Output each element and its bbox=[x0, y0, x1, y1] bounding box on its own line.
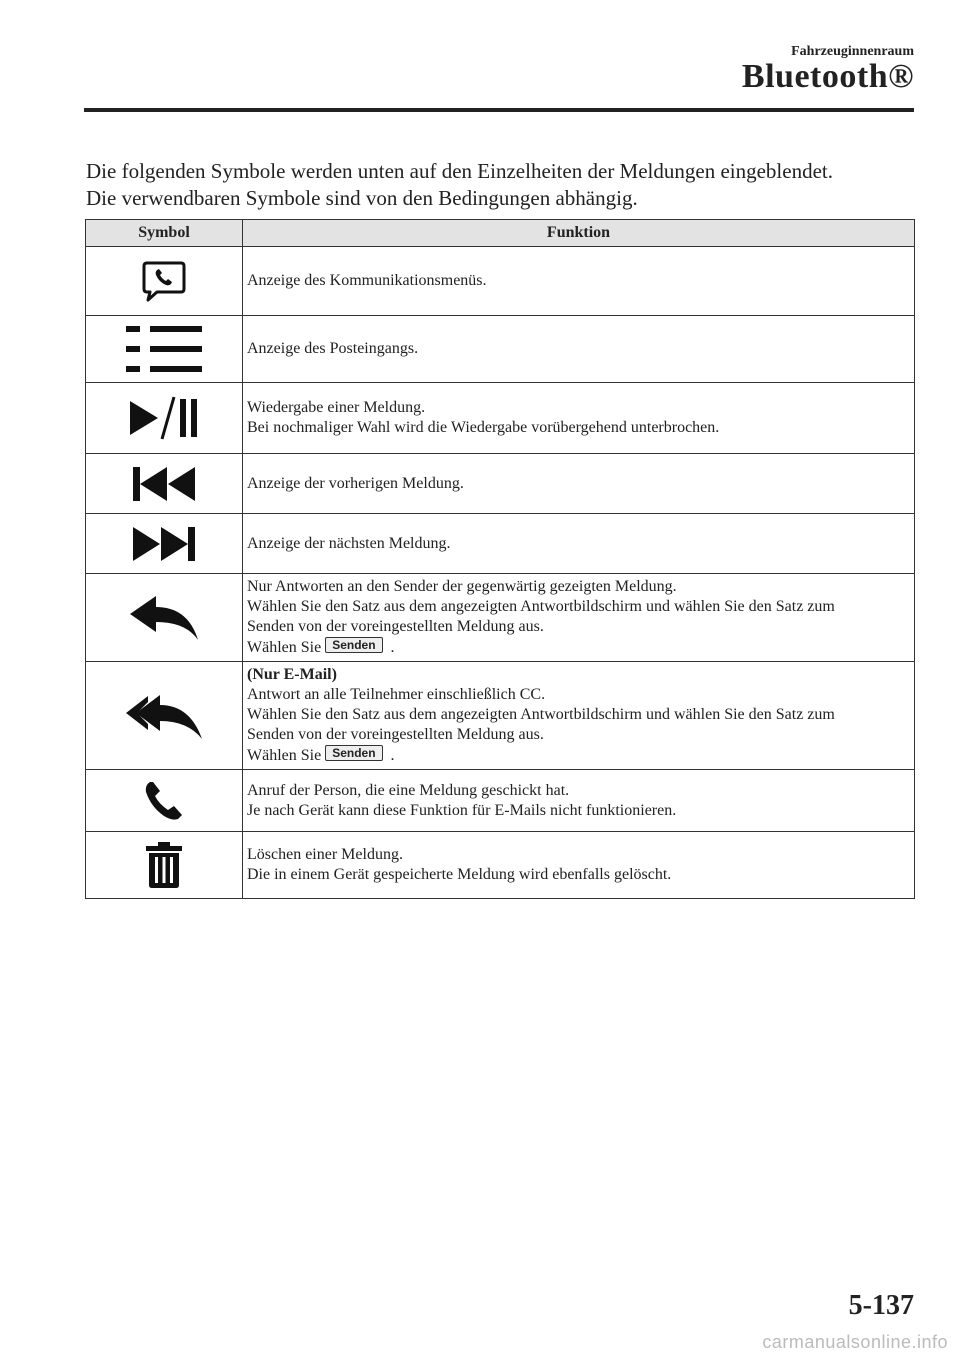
function-cell bbox=[243, 832, 915, 899]
function-cell bbox=[243, 454, 915, 514]
communication-menu-icon bbox=[90, 259, 238, 303]
select-suffix: . bbox=[390, 639, 395, 656]
function-cell bbox=[243, 770, 915, 832]
symbol-cell bbox=[86, 662, 243, 770]
function-text: Die in einem Gerät gespeicherte Meldung wird ebenfalls gelöscht. bbox=[247, 866, 672, 883]
select-suffix: . bbox=[390, 747, 395, 764]
table-row bbox=[86, 383, 915, 454]
table-row bbox=[86, 832, 915, 899]
function-text: Wählen Sie den Satz aus dem angezeigten Antwortbildschirm und wählen Sie den Satz zum bbox=[247, 598, 835, 615]
next-track-icon bbox=[90, 525, 238, 563]
table-row bbox=[86, 574, 915, 662]
header-divider bbox=[84, 108, 914, 112]
function-heading: (Nur E-Mail) bbox=[247, 666, 337, 683]
function-text: Senden von der voreingestellten Meldung aus. bbox=[247, 726, 544, 743]
function-text: Nur Antworten an den Sender der gegenwärtig gezeigten Meldung. bbox=[247, 578, 677, 595]
symbol-cell bbox=[86, 514, 243, 574]
table-row bbox=[86, 770, 915, 832]
function-text: Senden von der voreingestellten Meldung aus. bbox=[247, 618, 544, 635]
trash-icon bbox=[90, 841, 238, 889]
intro-line: Die verwendbaren Symbole sind von den Bedingungen abhängig. bbox=[86, 186, 638, 210]
table-row bbox=[86, 316, 915, 383]
function-text: Bei nochmaliger Wahl wird die Wiedergabe vorübergehend unterbrochen. bbox=[247, 419, 720, 436]
section-title: Fahrzeuginnenraum bbox=[791, 44, 914, 59]
inbox-list-icon bbox=[90, 324, 238, 374]
function-text bbox=[247, 637, 910, 658]
table-row bbox=[86, 514, 915, 574]
watermark: carmanualsonline.info bbox=[762, 1332, 948, 1352]
function-text: Wählen Sie den Satz aus dem angezeigten Antwortbildschirm und wählen Sie den Satz zum bbox=[247, 706, 835, 723]
table-header-row bbox=[86, 220, 915, 247]
page-number: 5-137 bbox=[848, 1290, 914, 1321]
play-pause-icon bbox=[90, 395, 238, 441]
select-prefix: Wählen Sie bbox=[247, 747, 322, 764]
previous-track-icon bbox=[90, 465, 238, 503]
table-row bbox=[86, 247, 915, 316]
symbol-cell bbox=[86, 770, 243, 832]
function-text: Anzeige des Posteingangs. bbox=[247, 340, 419, 357]
senden-button[interactable]: Senden bbox=[325, 745, 382, 761]
function-text: Antwort an alle Teilnehmer einschließlich CC. bbox=[247, 686, 546, 703]
function-text: Je nach Gerät kann diese Funktion für E-Mails nicht funktionieren. bbox=[247, 801, 677, 819]
column-header-symbol: Symbol bbox=[86, 220, 243, 247]
function-text bbox=[247, 745, 910, 766]
reply-icon bbox=[90, 594, 238, 642]
reply-all-icon bbox=[90, 691, 238, 741]
function-text: Löschen einer Meldung. bbox=[247, 846, 403, 863]
symbol-cell bbox=[86, 454, 243, 514]
symbol-cell bbox=[86, 574, 243, 662]
table-row bbox=[86, 454, 915, 514]
function-text: Anruf der Person, die eine Meldung geschickt hat. bbox=[247, 781, 570, 799]
function-cell bbox=[243, 383, 915, 454]
function-text: Wiedergabe einer Meldung. bbox=[247, 399, 426, 416]
phone-icon bbox=[90, 779, 238, 823]
select-prefix: Wählen Sie bbox=[247, 639, 322, 656]
function-text: Anzeige der nächsten Meldung. bbox=[247, 534, 451, 552]
senden-button[interactable]: Senden bbox=[325, 637, 382, 653]
symbol-cell bbox=[86, 383, 243, 454]
page-title: Bluetooth® bbox=[741, 58, 914, 95]
symbol-cell bbox=[86, 832, 243, 899]
function-cell bbox=[243, 662, 915, 770]
table-row bbox=[86, 662, 915, 770]
column-header-function: Funktion bbox=[243, 220, 915, 247]
symbol-cell bbox=[86, 316, 243, 383]
function-text: Anzeige der vorherigen Meldung. bbox=[247, 474, 464, 492]
function-cell bbox=[243, 574, 915, 662]
function-cell bbox=[243, 316, 915, 383]
intro-text bbox=[86, 158, 926, 212]
intro-line: Die folgenden Symbole werden unten auf den Einzelheiten der Meldungen eingeblendet. bbox=[86, 159, 833, 183]
function-text: Anzeige des Kommunikationsmenüs. bbox=[247, 272, 487, 289]
symbol-table bbox=[85, 219, 915, 899]
function-cell bbox=[243, 247, 915, 316]
function-cell bbox=[243, 514, 915, 574]
symbol-cell bbox=[86, 247, 243, 316]
